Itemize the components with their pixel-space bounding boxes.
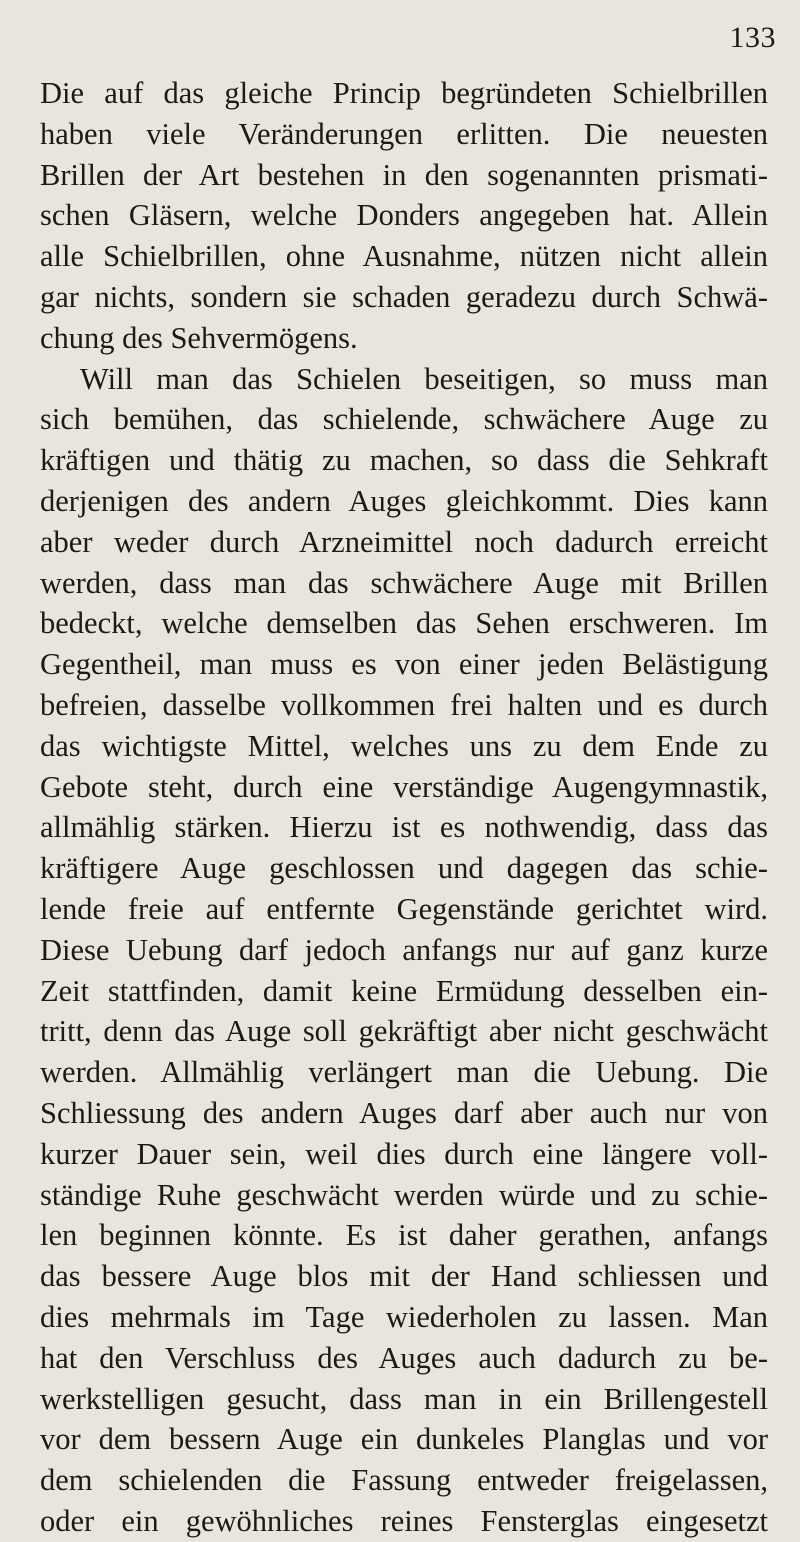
text-line: oder ein gewöhnliches reines Fensterglas eingesetzt	[40, 1503, 768, 1538]
text-line: alle Schielbrillen, ohne Ausnahme, nützen nicht allein	[40, 239, 768, 274]
text-line: kräftigen und thätig zu machen, so dass die Sehkraft	[40, 443, 768, 478]
text-line: werden, dass man das schwächere Auge mit Brillen	[40, 565, 768, 600]
text-line: kurzer Dauer sein, weil dies durch eine längere voll-	[40, 1136, 768, 1171]
text-line: chung des Sehvermögens.	[40, 320, 358, 355]
text-line: ständige Ruhe geschwächt werden würde und zu schie-	[40, 1177, 768, 1212]
text-line: allmählig stärken. Hierzu ist es nothwendig, dass das	[40, 810, 768, 845]
text-line: len beginnen könnte. Es ist daher gerathen, anfangs	[40, 1218, 768, 1253]
text-line: bedeckt, welche demselben das Sehen erschweren. Im	[40, 606, 768, 641]
text-line: werden. Allmählig verlängert man die Uebung. Die	[40, 1055, 768, 1090]
page-number: 133	[729, 21, 776, 54]
text-line: Gegentheil, man muss es von einer jeden Belästigung	[40, 647, 768, 682]
text-line: Brillen der Art bestehen in den sogenannten prismati-	[40, 157, 768, 192]
text-line: hat den Verschluss des Auges auch dadurch zu be-	[40, 1340, 768, 1375]
text-line: tritt, denn das Auge soll gekräftigt aber nicht geschwächt	[40, 1014, 768, 1049]
text-line: Zeit stattfinden, damit keine Ermüdung desselben ein-	[40, 973, 768, 1008]
text-line: lende freie auf entfernte Gegenstände gerichtet wird.	[40, 891, 768, 926]
text-line: vor dem bessern Auge ein dunkeles Planglas und vor	[40, 1422, 768, 1457]
text-line: derjenigen des andern Auges gleichkommt. Dies kann	[40, 483, 768, 518]
text-line: Gebote steht, durch eine verständige Augengymnastik,	[40, 769, 768, 804]
text-line: schen Gläsern, welche Donders angegeben hat. Allein	[40, 198, 768, 233]
text-line: Schliessung des andern Auges darf aber auch nur von	[40, 1095, 768, 1130]
text-line: werkstelligen gesucht, dass man in ein Brillengestell	[40, 1381, 768, 1416]
text-line: dem schielenden die Fassung entweder freigelassen,	[40, 1463, 768, 1498]
text-line: Die auf das gleiche Princip begründeten Schielbrillen	[40, 76, 768, 110]
text-line: Will man das Schielen beseitigen, so muss man	[80, 361, 768, 396]
text-line: dies mehrmals im Tage wiederholen zu lassen. Man	[40, 1299, 768, 1334]
body-text	[40, 73, 768, 1542]
text-line: haben viele Veränderungen erlitten. Die neuesten	[40, 116, 768, 151]
text-line: kräftigere Auge geschlossen und dagegen das schie-	[40, 851, 768, 886]
text-line: sich bemühen, das schielende, schwächere Auge zu	[40, 402, 768, 437]
text-line: das bessere Auge blos mit der Hand schliessen und	[40, 1259, 768, 1294]
text-line: gar nichts, sondern sie schaden geradezu durch Schwä-	[40, 279, 768, 314]
text-line: Diese Uebung darf jedoch anfangs nur auf ganz kurze	[40, 932, 768, 967]
text-line: das wichtigste Mittel, welches uns zu dem Ende zu	[40, 728, 768, 763]
text-line: aber weder durch Arzneimittel noch dadurch erreicht	[40, 524, 768, 559]
text-line: befreien, dasselbe vollkommen frei halten und es durch	[40, 687, 768, 722]
